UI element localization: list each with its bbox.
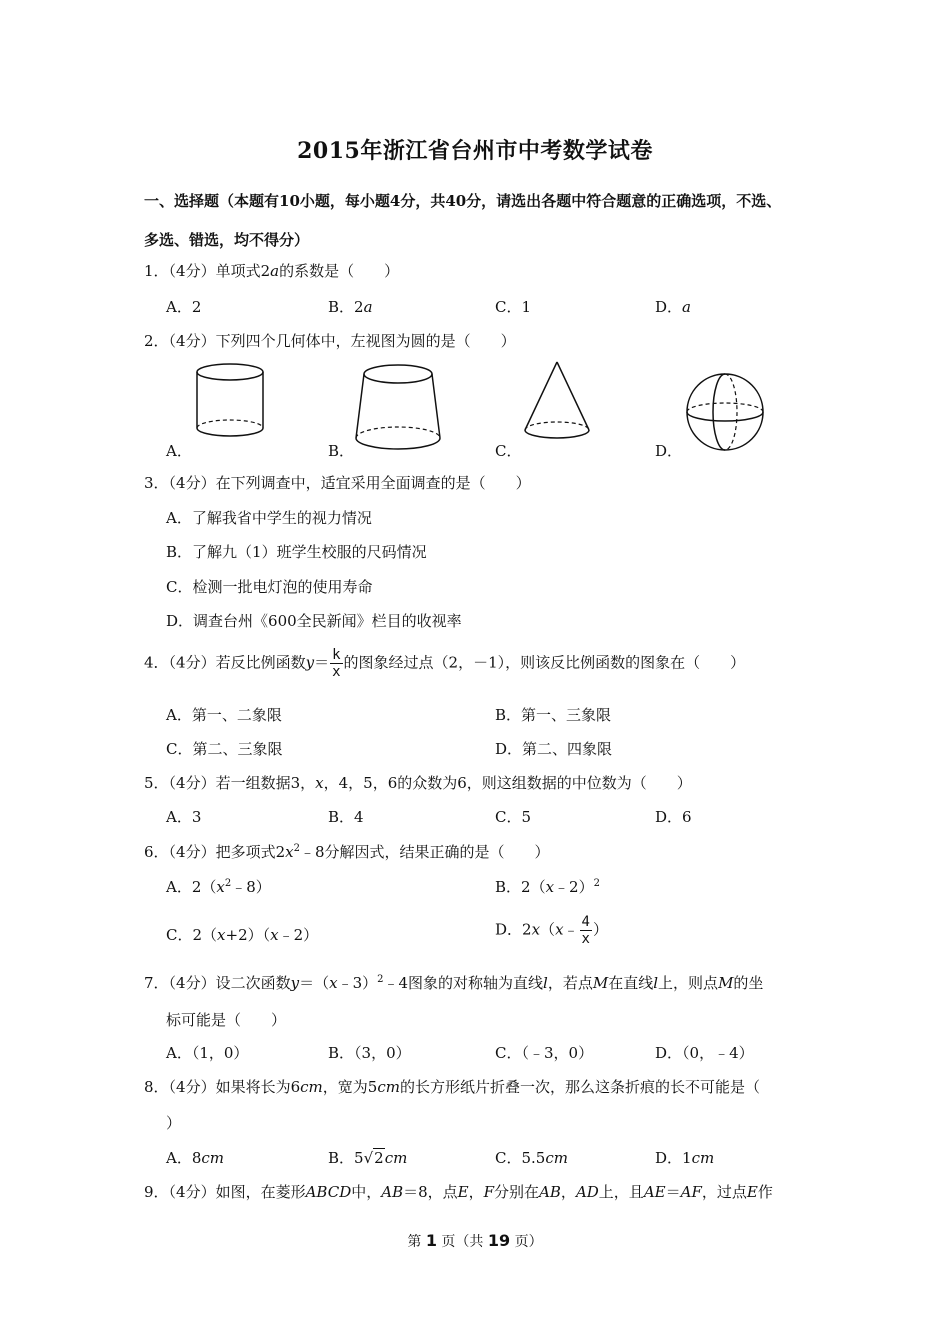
question-5: 5．（4分）若一组数据3，x，4，5，6的众数为6，则这组数据的中位数为（ ） bbox=[144, 774, 692, 792]
question-9: 9．（4分）如图，在菱形ABCD中，AB＝8，点E，F分别在AB，AD上，且AE＝AF，过点E作 bbox=[144, 1183, 773, 1201]
question-6: 6．（4分）把多项式$2x^2﹣8$分解因式，结果正确的是（ ） bbox=[144, 843, 550, 861]
q1-option-b: B．2a bbox=[328, 298, 373, 316]
q4-fraction: $\frac{k}{x}$ bbox=[332, 647, 341, 680]
question-8-cont: ） bbox=[166, 1114, 182, 1132]
q7-option-c: C．（﹣3，0） bbox=[495, 1044, 594, 1062]
q3-option-b: B．了解九（1）班学生校服的尺码情况 bbox=[166, 543, 427, 561]
sqrt-symbol: √2 bbox=[363, 1149, 384, 1167]
question-7-cont: 标可能是（ ） bbox=[166, 1011, 287, 1029]
page-footer: 第 1 页（共 19 页） bbox=[407, 1231, 543, 1250]
q5-option-c: C．5 bbox=[495, 808, 532, 826]
q3-option-a: A．了解我省中学生的视力情况 bbox=[166, 509, 372, 527]
q5-option-a: A．3 bbox=[166, 808, 202, 826]
q4-option-c: C．第二、三象限 bbox=[166, 740, 283, 758]
q2-option-c: C． bbox=[495, 442, 522, 460]
q8-option-a: A．8cm bbox=[166, 1149, 225, 1167]
q2-option-b: B． bbox=[328, 442, 355, 460]
q8-option-c: C．5.5cm bbox=[495, 1149, 568, 1167]
page-title: 2015年浙江省台州市中考数学试卷 bbox=[297, 138, 653, 164]
q6-option-d: D．2x（x﹣ $\frac{4}{x}$ ） bbox=[495, 914, 608, 947]
sphere-figure bbox=[683, 370, 768, 455]
q8-option-b: B．5√2cm bbox=[328, 1149, 408, 1167]
question-2: 2．（4分）下列四个几何体中，左视图为圆的是（ ） bbox=[144, 332, 516, 350]
question-8: 8．（4分）如果将长为6cm，宽为5cm的长方形纸片折叠一次，那么这条折痕的长不可能是（ bbox=[144, 1078, 760, 1096]
frustum-figure bbox=[350, 358, 445, 453]
q7-option-d: D．（0，﹣4） bbox=[655, 1044, 754, 1062]
question-4: 4．（4分）若反比例函数y＝ $\frac{k}{x}$ 的图象经过点（2，－1），则该反比例函数的图象在（ ） bbox=[144, 647, 746, 680]
q6-d-fraction: $\frac{4}{x}$ bbox=[581, 914, 590, 947]
q6-option-b: B．2（x﹣2）$^2$ bbox=[495, 878, 600, 896]
q4-option-d: D．第二、四象限 bbox=[495, 740, 613, 758]
q1-option-c: C．1 bbox=[495, 298, 532, 316]
q2-option-d: D． bbox=[655, 442, 683, 460]
q1-option-d: D．a bbox=[655, 298, 691, 316]
question-1: 1．（4分）单项式2a的系数是（ ） bbox=[144, 262, 400, 280]
question-7: 7．（4分）设二次函数y＝（x﹣3）$^2$﹣4图象的对称轴为直线l，若点M在直线l上，则点M的坐 bbox=[144, 974, 764, 992]
q6-option-a: A．$2(x^2﹣8)$ bbox=[166, 878, 271, 896]
cone-figure bbox=[520, 360, 595, 445]
q3-option-c: C．检测一批电灯泡的使用寿命 bbox=[166, 578, 373, 596]
q8-option-d: D．1cm bbox=[655, 1149, 715, 1167]
section-heading: 一、选择题（本题有10小题，每小题4分，共40分，请选出各题中符合题意的正确选项，不选、 bbox=[144, 192, 782, 210]
cylinder-figure bbox=[190, 360, 270, 445]
q1-option-a: A．2 bbox=[166, 298, 202, 316]
q3-option-d: D．调查台州《600全民新闻》栏目的收视率 bbox=[166, 612, 462, 630]
q7-option-b: B．（3，0） bbox=[328, 1044, 411, 1062]
q5-option-d: D．6 bbox=[655, 808, 692, 826]
section-heading-cont: 多选、错选，均不得分） bbox=[144, 231, 310, 249]
question-3: 3．（4分）在下列调查中，适宜采用全面调查的是（ ） bbox=[144, 474, 531, 492]
q4-option-b: B．第一、三象限 bbox=[495, 706, 612, 724]
q4-option-a: A．第一、二象限 bbox=[166, 706, 282, 724]
q2-option-a: A． bbox=[166, 442, 192, 460]
q7-option-a: A．（1，0） bbox=[166, 1044, 249, 1062]
q5-option-b: B．4 bbox=[328, 808, 364, 826]
q6-option-c: C．2（x+2）（x﹣2） bbox=[166, 926, 319, 944]
